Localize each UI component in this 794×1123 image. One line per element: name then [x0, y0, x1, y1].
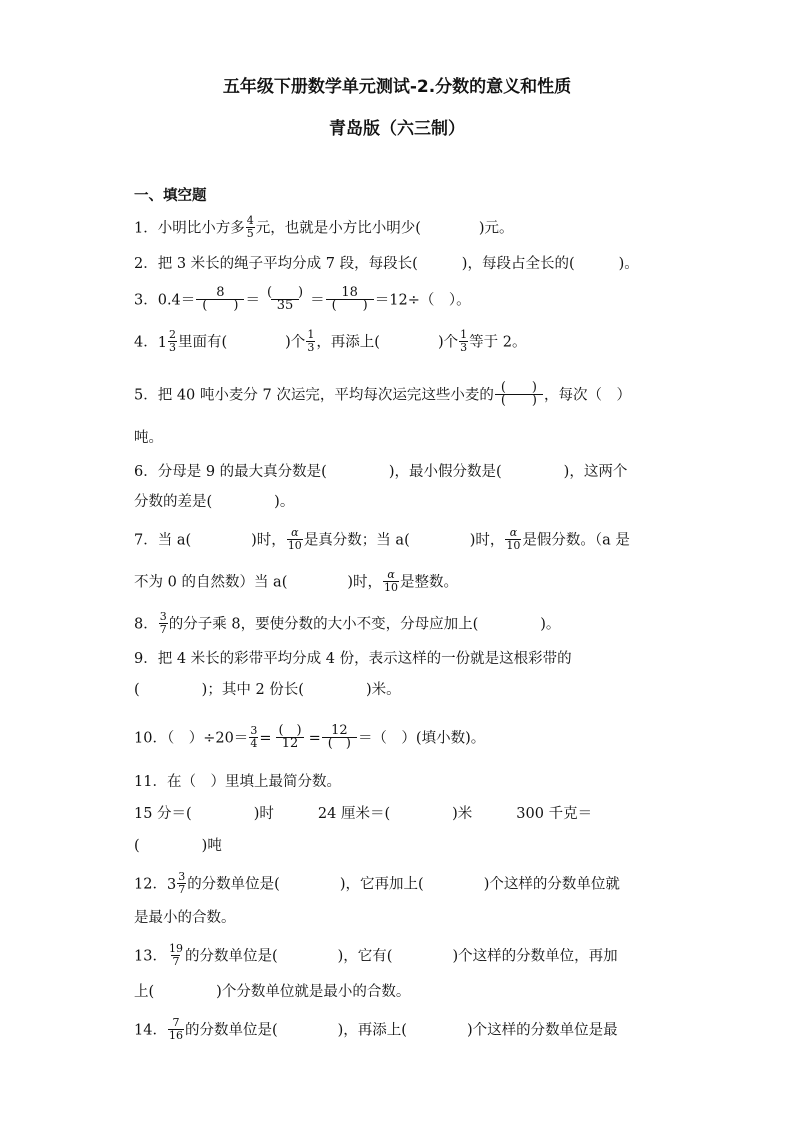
section-heading: 一、填空题 — [134, 188, 207, 204]
fraction: $\frac{3}{7}$ — [159, 610, 167, 636]
mixed-number: 1 $\frac{2}{3}$ — [157, 328, 176, 354]
question-12-cont: 是最小的合数。 — [134, 910, 236, 926]
question-6: 6．分母是 9 的最大真分数是( )，最小假分数是( )，这两个 — [134, 464, 628, 480]
fraction: $\frac{( )}{12}$ — [272, 725, 307, 750]
question-10: 10．（ ）÷20＝ $\frac{3}{4}$ = $\frac{( )}{12}$ = $\frac{12}{( )}$ ＝（ ）(填小数)。 — [134, 723, 486, 751]
fraction: $\frac{\alpha}{10}$ — [506, 526, 521, 552]
question-4: 4． 1 $\frac{2}{3}$ 里面有( )个 $\frac{1}{3}$ ，再添上( )个 $\frac{1}{3}$ 等于 2。 — [134, 328, 527, 354]
question-5: 5．把 40 吨小麦分 7 次运完，平均每次运完这些小麦的 $\frac{( )}{( )}$ ，每次（ ） — [134, 380, 631, 408]
question-14: 14． $\frac{7}{16}$ 的分数单位是( )，再添上( )个这样的分数单位是最 — [134, 1016, 618, 1042]
fraction: $\frac{1}{3}$ — [307, 328, 315, 354]
question-2: 2．把 3 米长的绳子平均分成 7 段，每段长( )，每段占全长的( )。 — [134, 256, 639, 272]
question-7: 7．当 a( )时， $\frac{\alpha}{10}$ 是真分数；当 a( )时， $\frac{\alpha}{10}$ 是假分数。（a 是 — [134, 526, 630, 552]
question-1: 1．小明比小方多 $\frac{4}{5}$ 元，也就是小方比小明少( )元。 — [134, 214, 514, 240]
fraction: $\frac{4}{5}$ — [246, 214, 254, 240]
page-subtitle: 青岛版（六三制） — [329, 119, 465, 139]
fraction: $\frac{19}{7}$ — [168, 942, 183, 968]
question-9: 9．把 4 米长的彩带平均分成 4 份，表示这样的一份就是这根彩带的 — [134, 651, 572, 667]
question-8: 8． $\frac{3}{7}$ 的分子乘 8，要使分数的大小不变，分母应加上( )。 — [134, 610, 561, 636]
mixed-number: 3 $\frac{3}{7}$ — [166, 870, 186, 896]
fraction: $\frac{\alpha}{10}$ — [384, 568, 399, 594]
fraction: $\frac{7}{16}$ — [168, 1016, 183, 1042]
fraction: $\frac{18}{( )}$ — [326, 287, 374, 312]
question-6-cont: 分数的差是( )。 — [134, 494, 295, 510]
fraction: $\frac{( )}{( )}$ — [495, 382, 543, 407]
fraction: $\frac{1}{3}$ — [460, 328, 468, 354]
question-9-cont: ( )；其中 2 份长( )米。 — [134, 682, 401, 698]
question-11-items: 15 分＝( )时 24 厘米＝( )米 300 千克＝ — [134, 806, 593, 822]
fraction: $\frac{8}{( )}$ — [196, 287, 244, 312]
page-title: 五年级下册数学单元测试-2.分数的意义和性质 — [222, 77, 572, 97]
fraction: $\frac{\alpha}{10}$ — [287, 526, 302, 552]
fraction: $\frac{( )}{35}$ — [266, 285, 304, 313]
fraction: $\frac{3}{4}$ — [250, 724, 258, 750]
question-3: 3．0.4＝ $\frac{8}{( )}$ ＝ $\frac{( )}{35}$ ＝ $\frac{18}{( )}$ ＝12÷（ ）。 — [134, 285, 471, 313]
question-7-cont: 不为 0 的自然数）当 a( )时， $\frac{\alpha}{10}$ 是整数。 — [134, 568, 459, 594]
question-13: 13． $\frac{19}{7}$ 的分数单位是( )，它有( )个这样的分数单位，再加 — [134, 942, 618, 968]
question-12: 12． 3 $\frac{3}{7}$ 的分数单位是( )，它再加上( )个这样的分数单位就 — [134, 870, 620, 896]
question-11-cont: ( )吨 — [134, 838, 222, 854]
fraction: $\frac{12}{( )}$ — [322, 725, 357, 750]
question-5-cont: 吨。 — [134, 430, 163, 446]
question-13-cont: 上( )个分数单位就是最小的合数。 — [134, 984, 411, 1000]
question-11: 11．在（ ）里填上最简分数。 — [134, 774, 341, 790]
